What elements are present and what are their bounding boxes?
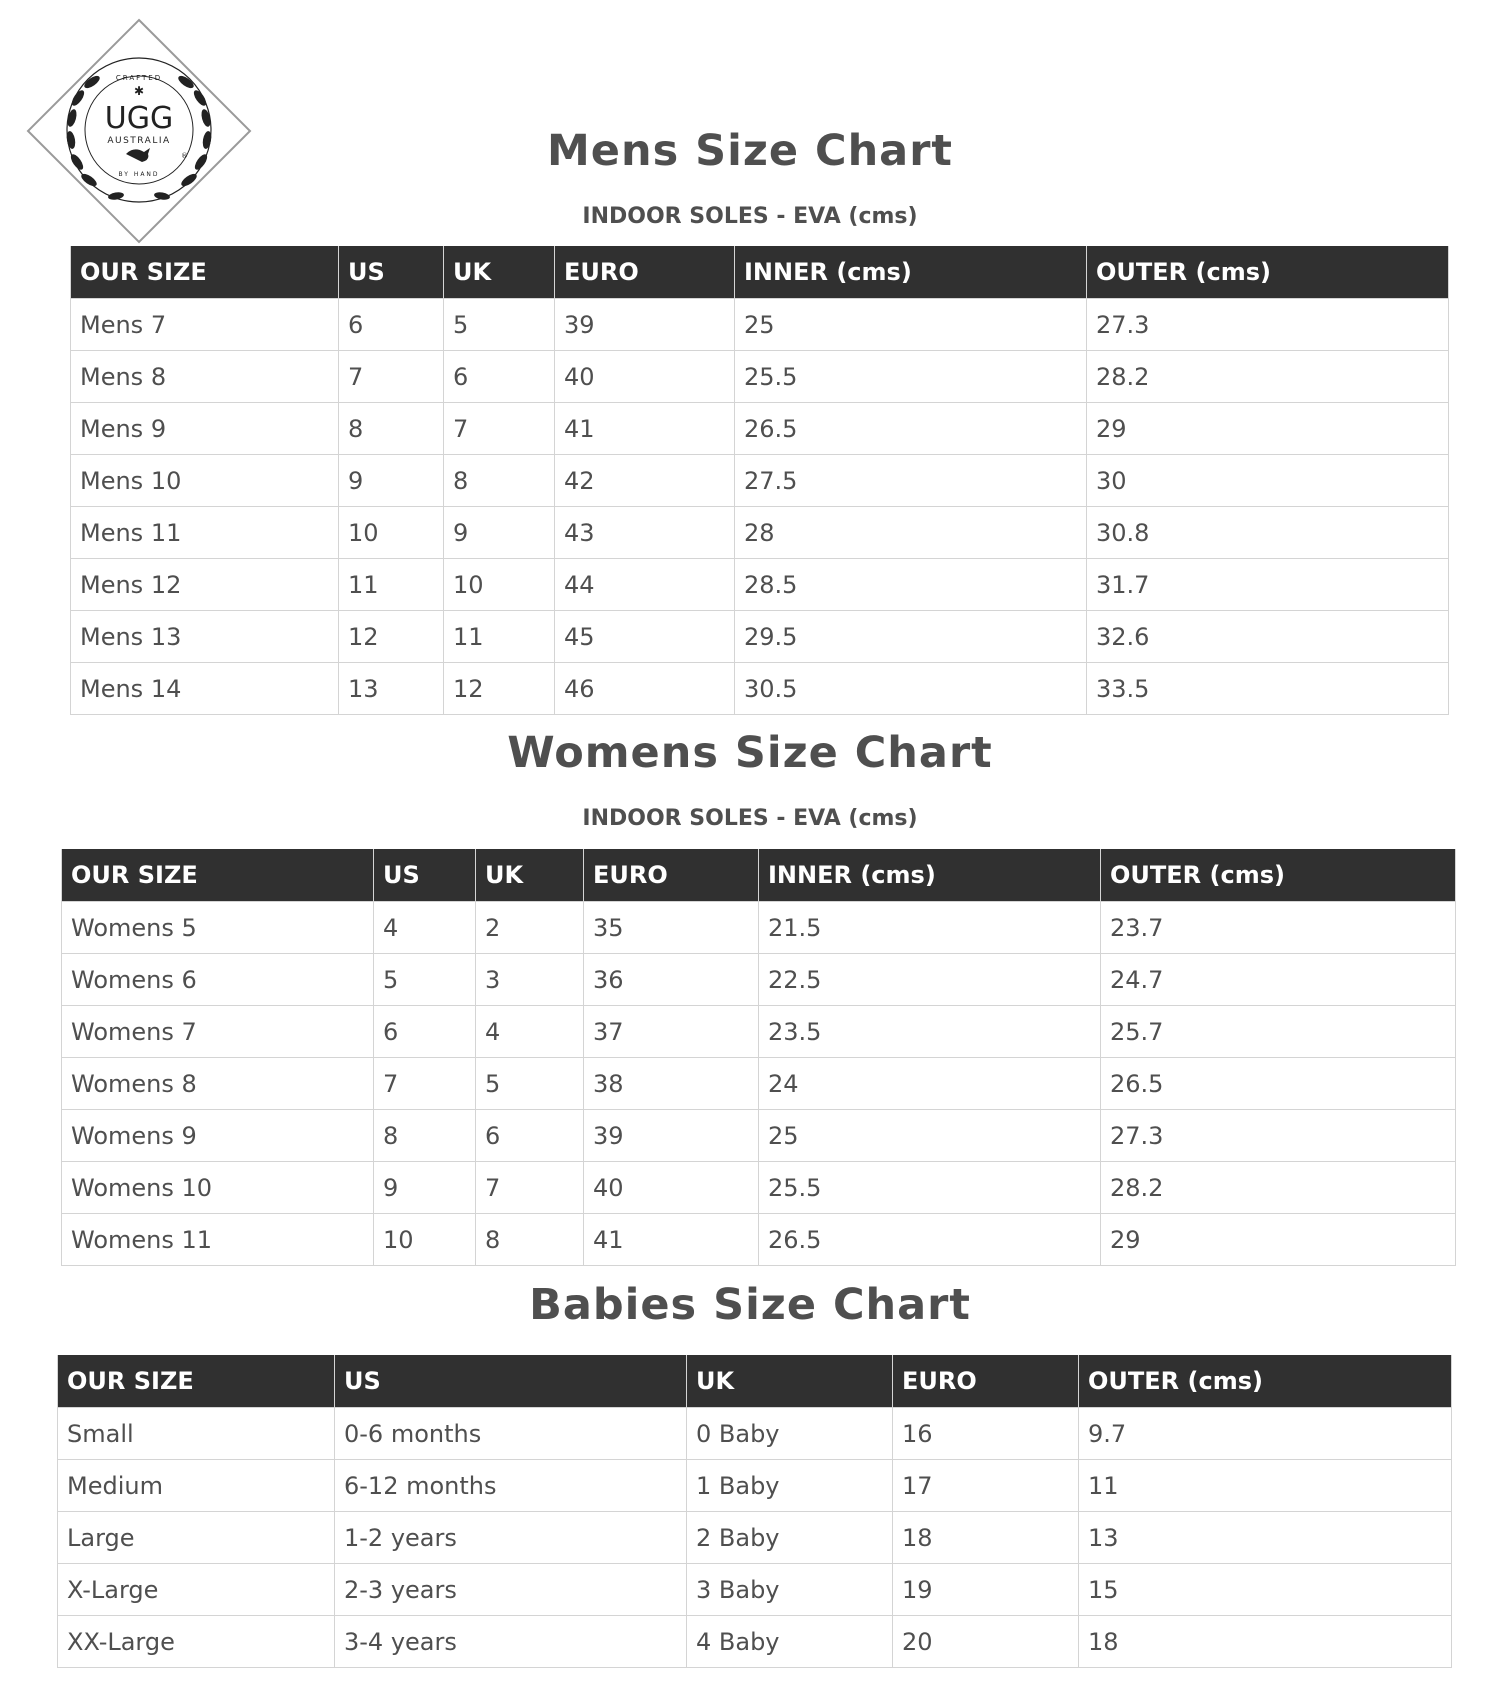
table-cell: 17 bbox=[893, 1460, 1079, 1512]
table-cell: 2 Baby bbox=[687, 1512, 893, 1564]
table-cell: Large bbox=[58, 1512, 335, 1564]
table-cell: 8 bbox=[444, 455, 555, 507]
table-cell: 15 bbox=[1079, 1564, 1452, 1616]
column-header: INNER (cms) bbox=[735, 246, 1087, 299]
table-cell: 0-6 months bbox=[335, 1408, 687, 1460]
table-cell: 23.7 bbox=[1101, 902, 1456, 954]
table-cell: Womens 6 bbox=[62, 954, 374, 1006]
table-cell: 10 bbox=[374, 1214, 476, 1266]
table-row bbox=[58, 1512, 1452, 1564]
column-header: EURO bbox=[555, 246, 735, 299]
table-cell: 2 bbox=[476, 902, 584, 954]
table-cell: 12 bbox=[339, 611, 444, 663]
column-header: OUTER (cms) bbox=[1079, 1355, 1452, 1408]
table-cell: 12 bbox=[444, 663, 555, 715]
table-cell: 24 bbox=[759, 1058, 1101, 1110]
table-cell: 5 bbox=[444, 299, 555, 351]
table-cell: 28.2 bbox=[1101, 1162, 1456, 1214]
table-cell: 30.8 bbox=[1087, 507, 1449, 559]
table-cell: 44 bbox=[555, 559, 735, 611]
table-cell: 8 bbox=[374, 1110, 476, 1162]
table-cell: 7 bbox=[374, 1058, 476, 1110]
table-cell: 29 bbox=[1101, 1214, 1456, 1266]
header-row bbox=[71, 246, 1449, 299]
table-cell: 28 bbox=[735, 507, 1087, 559]
table-cell: Small bbox=[58, 1408, 335, 1460]
table-cell: 3 bbox=[476, 954, 584, 1006]
table-cell: 1-2 years bbox=[335, 1512, 687, 1564]
table-cell: 6 bbox=[444, 351, 555, 403]
table-cell: 0 Baby bbox=[687, 1408, 893, 1460]
table-cell: 25.5 bbox=[735, 351, 1087, 403]
table-cell: 40 bbox=[584, 1162, 759, 1214]
svg-text:®: ® bbox=[181, 152, 188, 160]
table-cell: 42 bbox=[555, 455, 735, 507]
table-cell: 27.3 bbox=[1101, 1110, 1456, 1162]
table-cell: 1 Baby bbox=[687, 1460, 893, 1512]
column-header: OUR SIZE bbox=[58, 1355, 335, 1408]
table-cell: 38 bbox=[584, 1058, 759, 1110]
table-cell: 19 bbox=[893, 1564, 1079, 1616]
table-cell: Mens 13 bbox=[71, 611, 339, 663]
header-row bbox=[58, 1355, 1452, 1408]
table-cell: 6-12 months bbox=[335, 1460, 687, 1512]
table-cell: 9 bbox=[444, 507, 555, 559]
column-header: UK bbox=[687, 1355, 893, 1408]
column-header: OUR SIZE bbox=[62, 849, 374, 902]
table-row bbox=[58, 1408, 1452, 1460]
table-cell: X-Large bbox=[58, 1564, 335, 1616]
column-header: US bbox=[374, 849, 476, 902]
table-cell: Mens 10 bbox=[71, 455, 339, 507]
table-cell: 11 bbox=[444, 611, 555, 663]
table-row bbox=[71, 403, 1449, 455]
table-cell: 6 bbox=[476, 1110, 584, 1162]
womens-subtitle: INDOOR SOLES - EVA (cms) bbox=[582, 806, 918, 831]
table-cell: Womens 10 bbox=[62, 1162, 374, 1214]
table-cell: 37 bbox=[584, 1006, 759, 1058]
table-cell: 30.5 bbox=[735, 663, 1087, 715]
table-cell: 39 bbox=[555, 299, 735, 351]
svg-text:AUSTRALIA: AUSTRALIA bbox=[107, 136, 171, 146]
table-cell: 4 bbox=[374, 902, 476, 954]
table-row bbox=[62, 954, 1456, 1006]
table-cell: 40 bbox=[555, 351, 735, 403]
table-row bbox=[62, 1162, 1456, 1214]
table-cell: 3-4 years bbox=[335, 1616, 687, 1668]
table-cell: 7 bbox=[444, 403, 555, 455]
table-cell: 32.6 bbox=[1087, 611, 1449, 663]
column-header: US bbox=[335, 1355, 687, 1408]
table-cell: 24.7 bbox=[1101, 954, 1456, 1006]
table-cell: 26.5 bbox=[1101, 1058, 1456, 1110]
table-cell: Medium bbox=[58, 1460, 335, 1512]
table-row bbox=[71, 663, 1449, 715]
table-cell: XX-Large bbox=[58, 1616, 335, 1668]
table-cell: 8 bbox=[476, 1214, 584, 1266]
table-cell: 46 bbox=[555, 663, 735, 715]
table-cell: Womens 8 bbox=[62, 1058, 374, 1110]
table-cell: 11 bbox=[1079, 1460, 1452, 1512]
table-cell: 18 bbox=[1079, 1616, 1452, 1668]
table-cell: 25 bbox=[759, 1110, 1101, 1162]
table-cell: 3 Baby bbox=[687, 1564, 893, 1616]
table-cell: 9 bbox=[339, 455, 444, 507]
table-cell: 18 bbox=[893, 1512, 1079, 1564]
column-header: EURO bbox=[893, 1355, 1079, 1408]
column-header: UK bbox=[476, 849, 584, 902]
table-cell: Womens 7 bbox=[62, 1006, 374, 1058]
column-header: OUR SIZE bbox=[71, 246, 339, 299]
column-header: OUTER (cms) bbox=[1087, 246, 1449, 299]
table-cell: Mens 12 bbox=[71, 559, 339, 611]
table-row bbox=[58, 1616, 1452, 1668]
table-cell: 39 bbox=[584, 1110, 759, 1162]
table-cell: 8 bbox=[339, 403, 444, 455]
babies-size-table bbox=[57, 1355, 1452, 1668]
table-cell: 27.5 bbox=[735, 455, 1087, 507]
table-cell: 7 bbox=[339, 351, 444, 403]
table-cell: Womens 5 bbox=[62, 902, 374, 954]
table-cell: 36 bbox=[584, 954, 759, 1006]
column-header: INNER (cms) bbox=[759, 849, 1101, 902]
table-cell: 9 bbox=[374, 1162, 476, 1214]
table-cell: 10 bbox=[444, 559, 555, 611]
table-cell: Mens 11 bbox=[71, 507, 339, 559]
table-cell: 25 bbox=[735, 299, 1087, 351]
table-cell: 23.5 bbox=[759, 1006, 1101, 1058]
table-cell: 2-3 years bbox=[335, 1564, 687, 1616]
svg-text:✱: ✱ bbox=[133, 84, 145, 98]
table-cell: 10 bbox=[339, 507, 444, 559]
table-cell: Womens 9 bbox=[62, 1110, 374, 1162]
table-row bbox=[71, 455, 1449, 507]
table-row bbox=[71, 351, 1449, 403]
table-cell: 6 bbox=[374, 1006, 476, 1058]
table-row bbox=[71, 559, 1449, 611]
mens-subtitle: INDOOR SOLES - EVA (cms) bbox=[582, 204, 918, 229]
table-cell: 9.7 bbox=[1079, 1408, 1452, 1460]
table-row bbox=[58, 1564, 1452, 1616]
column-header: UK bbox=[444, 246, 555, 299]
table-cell: 27.3 bbox=[1087, 299, 1449, 351]
table-cell: 25.7 bbox=[1101, 1006, 1456, 1058]
table-row bbox=[62, 902, 1456, 954]
mens-size-table bbox=[70, 246, 1449, 715]
header-row bbox=[62, 849, 1456, 902]
table-cell: 21.5 bbox=[759, 902, 1101, 954]
womens-title: Womens Size Chart bbox=[507, 728, 993, 778]
table-cell: Mens 7 bbox=[71, 299, 339, 351]
table-cell: Mens 8 bbox=[71, 351, 339, 403]
table-cell: 26.5 bbox=[759, 1214, 1101, 1266]
table-cell: 29.5 bbox=[735, 611, 1087, 663]
table-row bbox=[62, 1214, 1456, 1266]
table-cell: 4 Baby bbox=[687, 1616, 893, 1668]
table-cell: Mens 9 bbox=[71, 403, 339, 455]
table-cell: 30 bbox=[1087, 455, 1449, 507]
table-cell: 35 bbox=[584, 902, 759, 954]
column-header: US bbox=[339, 246, 444, 299]
table-cell: 13 bbox=[1079, 1512, 1452, 1564]
svg-text:CRAFTED: CRAFTED bbox=[115, 74, 163, 82]
table-cell: 5 bbox=[476, 1058, 584, 1110]
table-row bbox=[71, 611, 1449, 663]
table-row bbox=[71, 507, 1449, 559]
table-row bbox=[62, 1110, 1456, 1162]
table-row bbox=[58, 1460, 1452, 1512]
womens-size-table bbox=[61, 849, 1456, 1266]
table-cell: 25.5 bbox=[759, 1162, 1101, 1214]
table-row bbox=[62, 1058, 1456, 1110]
table-row bbox=[71, 299, 1449, 351]
table-cell: 29 bbox=[1087, 403, 1449, 455]
babies-title: Babies Size Chart bbox=[529, 1280, 971, 1330]
table-cell: 26.5 bbox=[735, 403, 1087, 455]
table-cell: 33.5 bbox=[1087, 663, 1449, 715]
table-cell: 22.5 bbox=[759, 954, 1101, 1006]
table-cell: 5 bbox=[374, 954, 476, 1006]
table-cell: 13 bbox=[339, 663, 444, 715]
svg-text:UGG: UGG bbox=[104, 101, 174, 136]
table-row bbox=[62, 1006, 1456, 1058]
table-cell: 20 bbox=[893, 1616, 1079, 1668]
table-cell: 11 bbox=[339, 559, 444, 611]
table-cell: 4 bbox=[476, 1006, 584, 1058]
table-cell: 28.5 bbox=[735, 559, 1087, 611]
table-cell: 16 bbox=[893, 1408, 1079, 1460]
table-cell: 41 bbox=[555, 403, 735, 455]
mens-title: Mens Size Chart bbox=[547, 126, 953, 176]
svg-text:BY HAND: BY HAND bbox=[118, 171, 160, 178]
table-cell: 28.2 bbox=[1087, 351, 1449, 403]
table-cell: 6 bbox=[339, 299, 444, 351]
table-cell: 7 bbox=[476, 1162, 584, 1214]
table-cell: 31.7 bbox=[1087, 559, 1449, 611]
table-cell: 41 bbox=[584, 1214, 759, 1266]
column-header: EURO bbox=[584, 849, 759, 902]
table-cell: 43 bbox=[555, 507, 735, 559]
table-cell: 45 bbox=[555, 611, 735, 663]
table-cell: Womens 11 bbox=[62, 1214, 374, 1266]
column-header: OUTER (cms) bbox=[1101, 849, 1456, 902]
table-cell: Mens 14 bbox=[71, 663, 339, 715]
